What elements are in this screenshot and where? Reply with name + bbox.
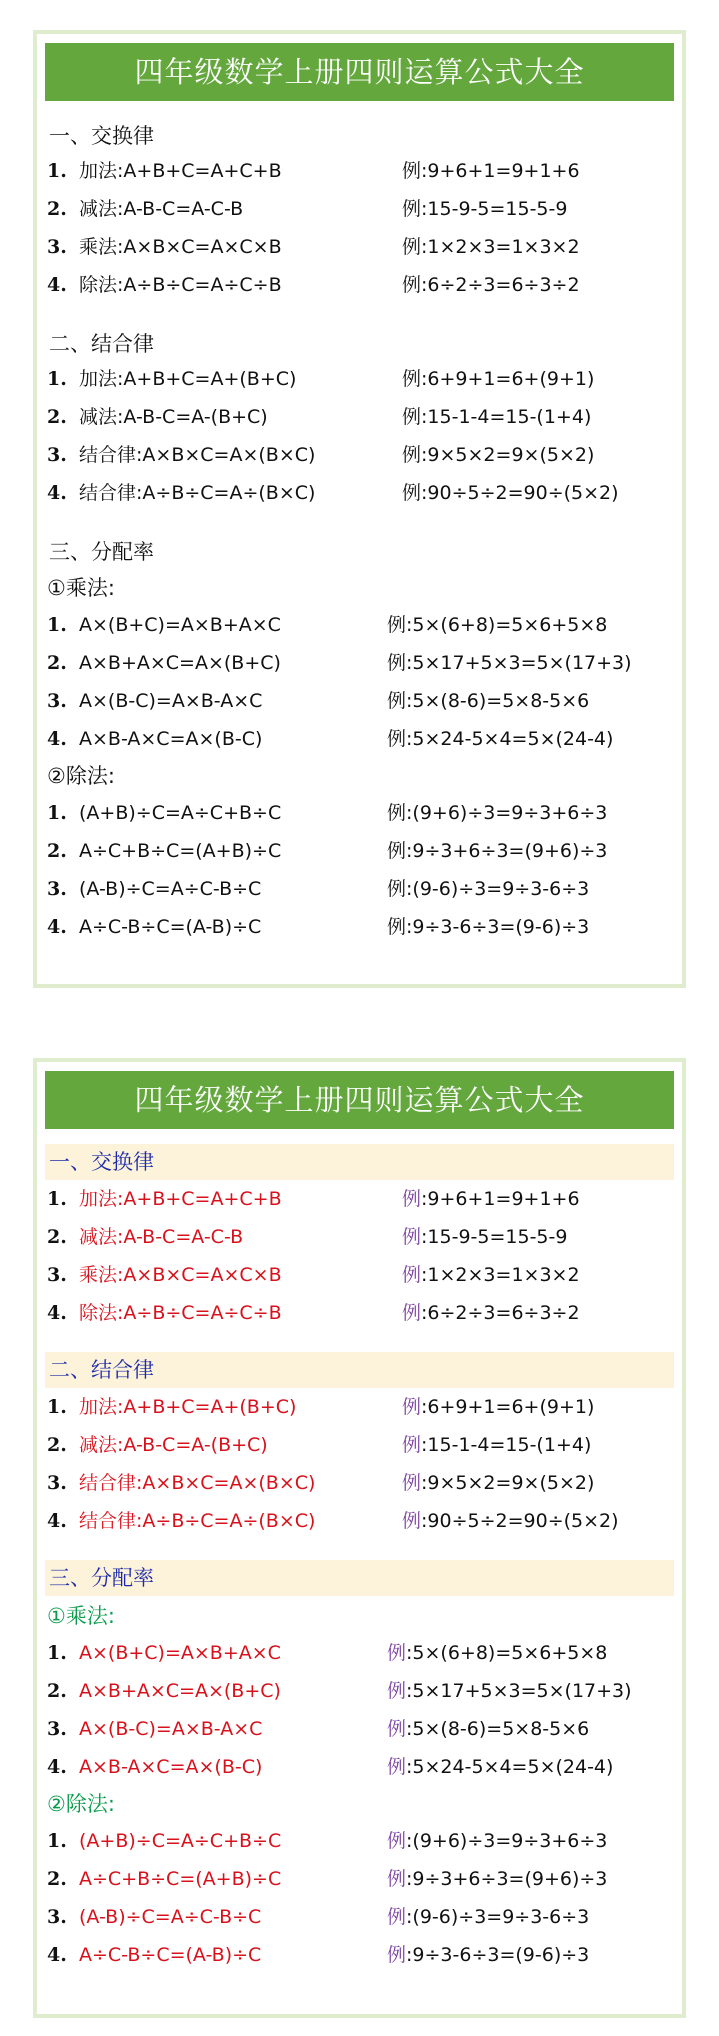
list-item — [47, 1636, 674, 1670]
example-value: :(9-6)÷3=9÷3-6÷3 — [406, 1906, 590, 1928]
section-heading-distributive: 三、分配率 — [45, 1560, 674, 1596]
list-item — [47, 1938, 674, 1972]
example-value: :9×5×2=9×(5×2) — [421, 1472, 595, 1494]
formula-text: (A+B)÷C=A÷C+B÷C — [79, 802, 282, 824]
formula-text: 结合律:A×B×C=A×(B×C) — [79, 1472, 316, 1494]
row-number: 4. — [47, 482, 67, 504]
example-value: :90÷5÷2=90÷(5×2) — [421, 1510, 619, 1532]
example-label: 例 — [387, 728, 407, 750]
list-item — [47, 268, 674, 302]
example-text — [402, 154, 580, 188]
example-text — [402, 1296, 580, 1330]
example-value: :9×5×2=9×(5×2) — [421, 444, 595, 466]
example-value: :6÷2÷3=6÷3÷2 — [421, 274, 580, 296]
formula-text: 加法:A+B+C=A+(B+C) — [79, 1396, 297, 1418]
page-title: 四年级数学上册四则运算公式大全 — [45, 1071, 674, 1129]
list-item — [47, 796, 674, 830]
formula-text: 乘法:A×B×C=A×C×B — [79, 236, 282, 258]
example-label: 例 — [387, 802, 407, 824]
example-label: 例 — [387, 1944, 407, 1966]
list-item — [47, 230, 674, 264]
example-text — [387, 646, 632, 680]
formula-text: A×(B+C)=A×B+A×C — [79, 1642, 281, 1664]
formula-text: 加法:A+B+C=A+C+B — [79, 1188, 282, 1210]
example-label: 例 — [402, 236, 422, 258]
formula-text: 除法:A÷B÷C=A÷C÷B — [79, 1302, 282, 1324]
row-number: 3. — [47, 690, 67, 712]
formula-text: (A+B)÷C=A÷C+B÷C — [79, 1830, 282, 1852]
section-heading-associative: 二、结合律 — [45, 1352, 674, 1388]
example-value: :5×(8-6)=5×8-5×6 — [406, 1718, 590, 1740]
example-value: :6÷2÷3=6÷3÷2 — [421, 1302, 580, 1324]
formula-text: A×(B+C)=A×B+A×C — [79, 614, 281, 636]
row-number: 2. — [47, 840, 67, 862]
formula-text: A×(B-C)=A×B-A×C — [79, 1718, 263, 1740]
formula-text: A÷C+B÷C=(A+B)÷C — [79, 1868, 282, 1890]
example-text — [402, 192, 567, 226]
example-value: :1×2×3=1×3×2 — [421, 1264, 580, 1286]
example-label: 例 — [402, 482, 422, 504]
formula-text: (A-B)÷C=A÷C-B÷C — [79, 878, 262, 900]
example-label: 例 — [387, 1830, 407, 1852]
list-item — [47, 154, 674, 188]
row-number: 1. — [47, 1830, 67, 1852]
formula-text: 减法:A-B-C=A-(B+C) — [79, 1434, 268, 1456]
row-number: 1. — [47, 1188, 67, 1210]
example-text — [402, 400, 591, 434]
row-number: 2. — [47, 652, 67, 674]
row-number: 4. — [47, 274, 67, 296]
example-text — [402, 438, 594, 472]
example-text — [402, 268, 580, 302]
row-number: 1. — [47, 160, 67, 182]
row-number: 1. — [47, 1396, 67, 1418]
subheading-multiplication: ①乘法: — [47, 576, 115, 600]
example-label: 例 — [402, 1226, 422, 1248]
list-item — [47, 1428, 674, 1462]
example-text — [387, 722, 613, 756]
subheading-division: ②除法: — [47, 764, 115, 788]
example-label: 例 — [387, 1868, 407, 1890]
row-number: 2. — [47, 1434, 67, 1456]
formula-text: A×(B-C)=A×B-A×C — [79, 690, 263, 712]
row-number: 2. — [47, 198, 67, 220]
formula-text: A×B+A×C=A×(B+C) — [79, 1680, 281, 1702]
list-item — [47, 910, 674, 944]
example-text — [387, 1938, 589, 1972]
row-number: 1. — [47, 614, 67, 636]
list-item — [47, 1712, 674, 1746]
example-label: 例 — [402, 1472, 422, 1494]
list-item — [47, 476, 674, 510]
example-value: :9÷3-6÷3=(9-6)÷3 — [406, 916, 590, 938]
example-label: 例 — [387, 840, 407, 862]
example-label: 例 — [402, 1510, 422, 1532]
example-label: 例 — [402, 1434, 422, 1456]
example-value: :9÷3+6÷3=(9+6)÷3 — [406, 1868, 608, 1890]
list-item — [47, 646, 674, 680]
example-text — [387, 1674, 632, 1708]
example-value: :6+9+1=6+(9+1) — [421, 368, 595, 390]
formula-text: 乘法:A×B×C=A×C×B — [79, 1264, 282, 1286]
list-item — [47, 872, 674, 906]
example-text — [402, 1466, 594, 1500]
example-text — [402, 362, 594, 396]
list-item — [47, 1296, 674, 1330]
list-item — [47, 1504, 674, 1538]
list-item — [47, 1862, 674, 1896]
list-item — [47, 438, 674, 472]
formula-text: 减法:A-B-C=A-C-B — [79, 1226, 244, 1248]
formula-text: A÷C-B÷C=(A-B)÷C — [79, 916, 262, 938]
example-text — [402, 1390, 594, 1424]
row-number: 4. — [47, 916, 67, 938]
formula-text: 结合律:A×B×C=A×(B×C) — [79, 444, 316, 466]
row-number: 4. — [47, 1302, 67, 1324]
formula-text: A÷C-B÷C=(A-B)÷C — [79, 1944, 262, 1966]
list-item — [47, 834, 674, 868]
example-text — [387, 1900, 589, 1934]
example-label: 例 — [387, 1718, 407, 1740]
example-label: 例 — [387, 1906, 407, 1928]
list-item — [47, 608, 674, 642]
example-label: 例 — [402, 198, 422, 220]
example-label: 例 — [402, 444, 422, 466]
example-value: :9+6+1=9+1+6 — [421, 1188, 580, 1210]
example-value: :5×17+5×3=5×(17+3) — [406, 1680, 632, 1702]
example-value: :9+6+1=9+1+6 — [421, 160, 580, 182]
example-label: 例 — [402, 160, 422, 182]
list-item — [47, 1900, 674, 1934]
row-number: 3. — [47, 236, 67, 258]
section-heading-commutative: 一、交换律 — [49, 124, 154, 148]
example-value: :5×24-5×4=5×(24-4) — [406, 1756, 614, 1778]
example-value: :9÷3+6÷3=(9+6)÷3 — [406, 840, 608, 862]
example-text — [402, 1504, 619, 1538]
example-value: :5×17+5×3=5×(17+3) — [406, 652, 632, 674]
example-text — [387, 834, 607, 868]
formula-text: 加法:A+B+C=A+(B+C) — [79, 368, 297, 390]
list-item — [47, 1824, 674, 1858]
example-text — [387, 1824, 607, 1858]
example-label: 例 — [387, 916, 407, 938]
formula-text: 减法:A-B-C=A-(B+C) — [79, 406, 268, 428]
example-value: :1×2×3=1×3×2 — [421, 236, 580, 258]
example-value: :(9+6)÷3=9÷3+6÷3 — [406, 802, 608, 824]
row-number: 2. — [47, 1868, 67, 1890]
example-value: :15-1-4=15-(1+4) — [421, 1434, 592, 1456]
example-label: 例 — [402, 1302, 422, 1324]
example-value: :6+9+1=6+(9+1) — [421, 1396, 595, 1418]
example-text — [387, 1750, 613, 1784]
formula-text: 减法:A-B-C=A-C-B — [79, 198, 244, 220]
example-label: 例 — [402, 368, 422, 390]
example-value: :(9-6)÷3=9÷3-6÷3 — [406, 878, 590, 900]
list-item — [47, 1182, 674, 1216]
list-item — [47, 1390, 674, 1424]
example-value: :90÷5÷2=90÷(5×2) — [421, 482, 619, 504]
list-item — [47, 1220, 674, 1254]
example-text — [402, 476, 619, 510]
row-number: 2. — [47, 1680, 67, 1702]
example-value: :(9+6)÷3=9÷3+6÷3 — [406, 1830, 608, 1852]
list-item — [47, 684, 674, 718]
row-number: 3. — [47, 878, 67, 900]
example-value: :5×24-5×4=5×(24-4) — [406, 728, 614, 750]
example-text — [402, 1182, 580, 1216]
row-number: 3. — [47, 444, 67, 466]
formula-card-colored — [33, 1058, 686, 2018]
example-label: 例 — [402, 274, 422, 296]
row-number: 3. — [47, 1472, 67, 1494]
formula-text: 除法:A÷B÷C=A÷C÷B — [79, 274, 282, 296]
row-number: 4. — [47, 1756, 67, 1778]
row-number: 3. — [47, 1906, 67, 1928]
example-text — [387, 1636, 607, 1670]
example-label: 例 — [402, 1396, 422, 1418]
formula-text: A×B+A×C=A×(B+C) — [79, 652, 281, 674]
example-text — [402, 230, 580, 264]
formula-card-plain — [33, 30, 686, 988]
row-number: 4. — [47, 1944, 67, 1966]
example-value: :5×(6+8)=5×6+5×8 — [406, 1642, 608, 1664]
list-item — [47, 1258, 674, 1292]
example-text — [387, 608, 607, 642]
list-item — [47, 400, 674, 434]
example-text — [387, 1862, 607, 1896]
example-label: 例 — [387, 878, 407, 900]
example-label: 例 — [402, 406, 422, 428]
example-label: 例 — [387, 614, 407, 636]
row-number: 1. — [47, 802, 67, 824]
formula-text: 加法:A+B+C=A+C+B — [79, 160, 282, 182]
row-number: 2. — [47, 406, 67, 428]
list-item — [47, 1466, 674, 1500]
example-text — [387, 872, 589, 906]
example-text — [387, 910, 589, 944]
list-item — [47, 1750, 674, 1784]
section-heading-distributive: 三、分配率 — [49, 540, 154, 564]
example-text — [402, 1220, 567, 1254]
row-number: 1. — [47, 1642, 67, 1664]
example-text — [387, 796, 607, 830]
row-number: 4. — [47, 728, 67, 750]
row-number: 4. — [47, 1510, 67, 1532]
section-heading-commutative: 一、交换律 — [45, 1144, 674, 1180]
formula-text: (A-B)÷C=A÷C-B÷C — [79, 1906, 262, 1928]
row-number: 1. — [47, 368, 67, 390]
row-number: 2. — [47, 1226, 67, 1248]
formula-text: 结合律:A÷B÷C=A÷(B×C) — [79, 482, 316, 504]
example-value: :15-1-4=15-(1+4) — [421, 406, 592, 428]
page-title: 四年级数学上册四则运算公式大全 — [45, 43, 674, 101]
example-label: 例 — [387, 1680, 407, 1702]
example-label: 例 — [402, 1264, 422, 1286]
example-label: 例 — [387, 1642, 407, 1664]
subheading-division: ②除法: — [47, 1792, 115, 1816]
example-label: 例 — [387, 1756, 407, 1778]
example-value: :15-9-5=15-5-9 — [421, 1226, 568, 1248]
example-label: 例 — [387, 652, 407, 674]
example-text — [402, 1428, 591, 1462]
formula-text: 结合律:A÷B÷C=A÷(B×C) — [79, 1510, 316, 1532]
list-item — [47, 362, 674, 396]
list-item — [47, 722, 674, 756]
subheading-multiplication: ①乘法: — [47, 1604, 115, 1628]
list-item — [47, 1674, 674, 1708]
example-value: :5×(6+8)=5×6+5×8 — [406, 614, 608, 636]
row-number: 3. — [47, 1718, 67, 1740]
example-text — [387, 1712, 589, 1746]
list-item — [47, 192, 674, 226]
example-label: 例 — [402, 1188, 422, 1210]
row-number: 3. — [47, 1264, 67, 1286]
example-value: :5×(8-6)=5×8-5×6 — [406, 690, 590, 712]
example-value: :9÷3-6÷3=(9-6)÷3 — [406, 1944, 590, 1966]
example-text — [387, 684, 589, 718]
formula-text: A×B-A×C=A×(B-C) — [79, 728, 263, 750]
example-label: 例 — [387, 690, 407, 712]
formula-text: A×B-A×C=A×(B-C) — [79, 1756, 263, 1778]
example-value: :15-9-5=15-5-9 — [421, 198, 568, 220]
example-text — [402, 1258, 580, 1292]
formula-text: A÷C+B÷C=(A+B)÷C — [79, 840, 282, 862]
section-heading-associative: 二、结合律 — [49, 332, 154, 356]
